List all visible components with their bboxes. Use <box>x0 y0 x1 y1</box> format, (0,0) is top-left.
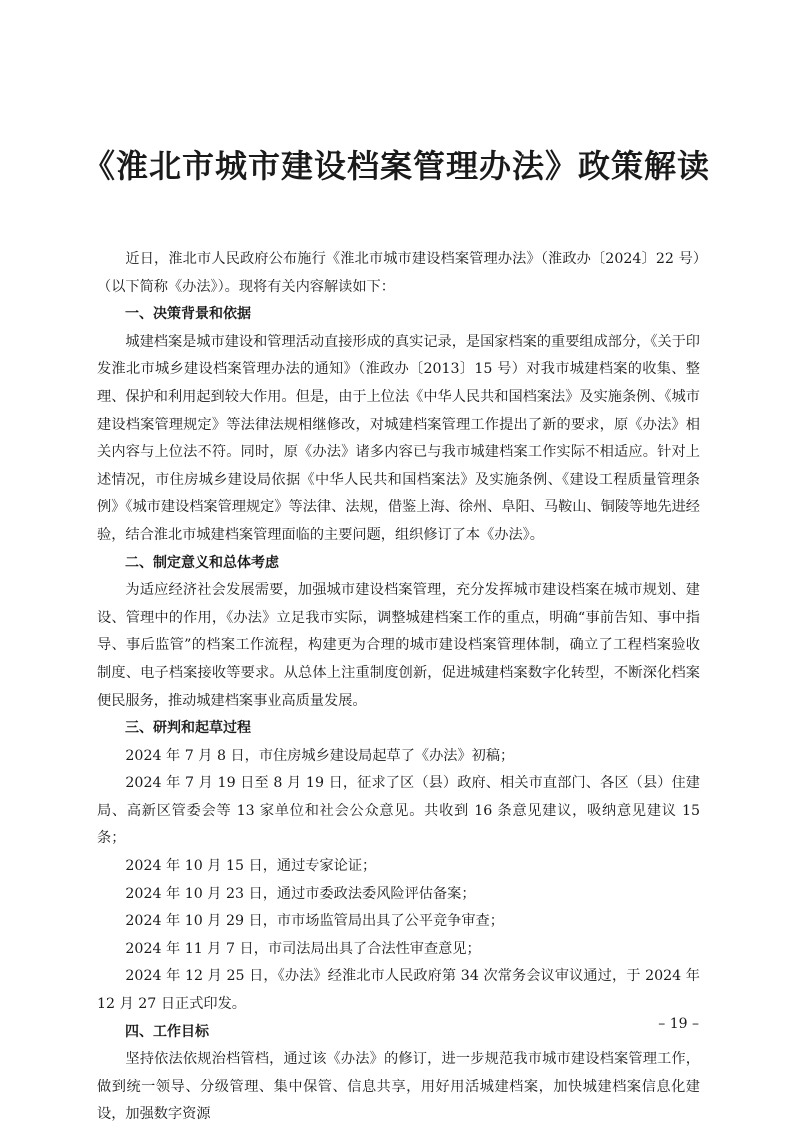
timeline-entry: 2024 年 10 月 29 日，市市场监管局出具了公平竞争审查； <box>125 913 504 930</box>
timeline-entry: 2024 年 10 月 15 日，通过专家论证； <box>125 858 377 875</box>
section-significance <box>97 550 700 716</box>
section-drafting-process <box>97 715 700 1019</box>
section-heading: 三、研判和起草过程 <box>125 720 251 737</box>
section-heading: 四、工作目标 <box>125 1023 209 1040</box>
timeline-entry: 2024 年 7 月 8 日，市住房城乡建设局起草了《办法》初稿； <box>125 747 515 764</box>
paragraph: 为适应经济社会发展需要，加强城市建设档案管理，充分发挥城市建设档案在城市规划、建设、管理中的作用，《办法》立足我市实际，调整城建档案工作的重点，明确“事前告知、事中指导、事后监管”的档案工作流程，构建更为合理的城市建设档案管理体制，确立了工程档案验收制度、电子档案接收等要求。从总体上注重制度创新，促进城建档案数字化转型，不断深化档案便民服务，推动城建档案事业高质量发展。 <box>97 582 700 709</box>
paragraph: 坚持依法依规治档管档，通过该《办法》的修订，进一步规范我市城市建设档案管理工作，做到统一领导、分级管理、集中保管、信息共享，用好用活城建档案，加快城建档案信息化建设，加强数字资源 <box>97 1051 700 1123</box>
document-title: 《淮北市城市建设档案管理办法》政策解读 <box>82 147 710 185</box>
document-body <box>97 246 700 1129</box>
timeline-entry: 2024 年 10 月 23 日，通过市委政法委风险评估备案； <box>125 885 476 902</box>
section-background <box>97 301 700 549</box>
paragraph: 城建档案是城市建设和管理活动直接形成的真实记录，是国家档案的重要组成部分，《关于印发淮北市城乡建设档案管理办法的通知》（淮政办〔2013〕15 号）对我市城建档案的收集、整理、保护和利用起到较大作用。但是，由于上位法《中华人民共和国档案法》及实施条例、《城市建设档案管理规定》等法律法规相继修改，对城建档案管理工作提出了新的要求，原《办法》相关内容与上位法不符。同时，原《办法》诸多内容已与我市城建档案工作实际不相适应。针对上述情况，市住房城乡建设局依据《中华人民共和国档案法》及实施条例、《建设工程质量管理条例》《城市建设档案管理规定》等法律、法规，借鉴上海、徐州、阜阳、马鞍山、铜陵等地先进经验，结合淮北市城建档案管理面临的主要问题，组织修订了本《办法》。 <box>97 333 700 543</box>
timeline-entry: 2024 年 11 月 7 日，市司法局出具了合法性审查意见； <box>125 940 481 957</box>
page-number: – 19 – <box>658 1016 699 1032</box>
intro-paragraph: 近日，淮北市人民政府公布施行《淮北市城市建设档案管理办法》（淮政办〔2024〕22 号）（以下简称《办法》）。现将有关内容解读如下： <box>97 251 700 295</box>
section-heading: 一、决策背景和依据 <box>125 306 251 323</box>
timeline-entry: 2024 年 12 月 25 日，《办法》经淮北市人民政府第 34 次常务会议审议通过，于 2024 年 12 月 27 日正式印发。 <box>97 968 700 1013</box>
section-goals <box>97 1019 700 1129</box>
timeline-entry: 2024 年 7 月 19 日至 8 月 19 日，征求了区（县）政府、相关市直部门、各区（县）住建局、高新区管委会等 13 家单位和社会公众意见。共收到 16 条意见建议，吸纳意见建议 15 条； <box>97 775 700 847</box>
section-heading: 二、制定意义和总体考虑 <box>125 554 279 571</box>
